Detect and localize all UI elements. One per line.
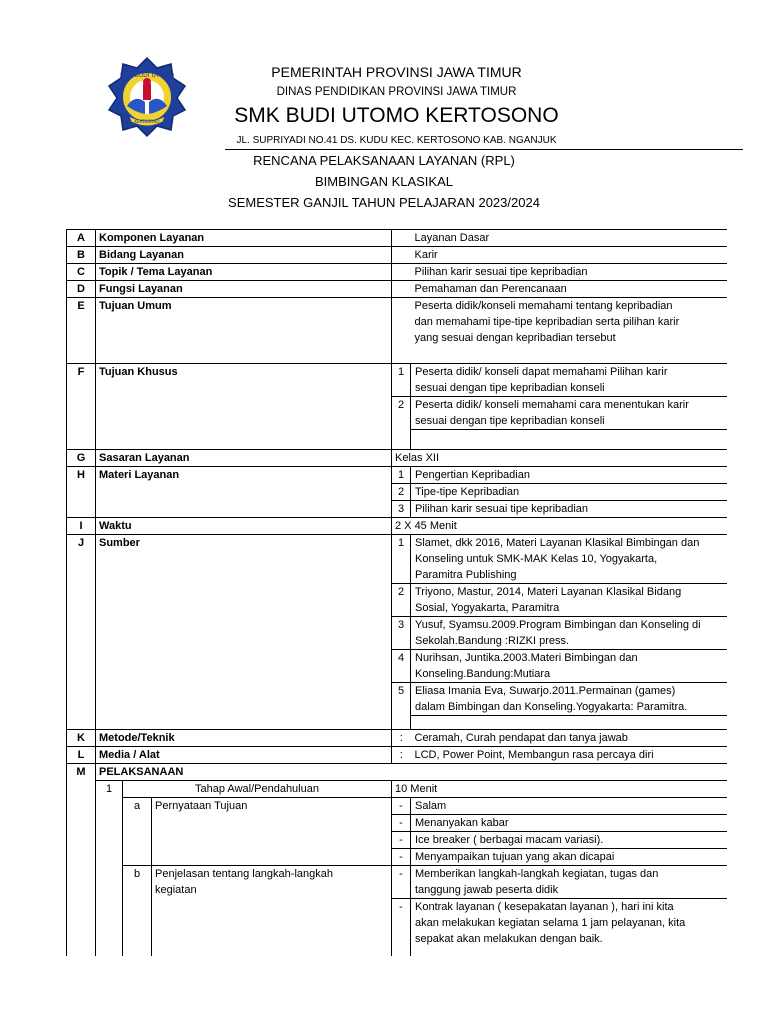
rpl-table xyxy=(66,229,727,956)
doc-title: RENCANA PELAKSANAAN LAYANAN (RPL) xyxy=(253,153,515,168)
row-m-a-1: a Pernyataan Tujuan - Salam xyxy=(67,798,728,815)
row-a: A Komponen Layanan Layanan Dasar xyxy=(67,230,728,247)
doc-semester: SEMESTER GANJIL TAHUN PELAJARAN 2023/2024 xyxy=(228,195,540,210)
gov-name: PEMERINTAH PROVINSI JAWA TIMUR xyxy=(271,64,522,80)
row-l: L Media / Alat : LCD, Power Point, Membangun rasa percaya diri xyxy=(67,747,728,764)
row-g: G Sasaran Layanan Kelas XII xyxy=(67,450,728,467)
row-m-b-2: - Kontrak layanan ( kesepakatan layanan ), hari ini kita akan melakukan kegiatan selama 1 jam pelayanan, kita sepakat akan melakukan dengan baik. xyxy=(67,899,728,957)
row-e: E Tujuan Umum Peserta didik/konseli memahami tentang kepribadian dan memahami tipe-tipe kepribadian serta pilihan karir yang sesuai dengan kepribadian tersebut xyxy=(67,298,728,364)
row-m-a-4: - Menyampaikan tujuan yang akan dicapai xyxy=(67,849,728,866)
row-d: D Fungsi Layanan Pemahaman dan Perencanaan xyxy=(67,281,728,298)
header-divider xyxy=(225,149,743,150)
dinas-name: DINAS PENDIDIKAN PROVINSI JAWA TIMUR xyxy=(276,86,517,98)
row-b: B Bidang Layanan Karir xyxy=(67,247,728,264)
row-j-2: 2 Triyono, Mastur, 2014, Materi Layanan Klasikal Bidang Sosial, Yogyakarta, Paramitra xyxy=(67,584,728,617)
row-m-a-3: - Ice breaker ( berbagai macam variasi). xyxy=(67,832,728,849)
row-c: C Topik / Tema Layanan Pilihan karir sesuai tipe kepribadian xyxy=(67,264,728,281)
row-j-5: 5 Eliasa Imania Eva, Suwarjo.2011.Permainan (games) dalam Bimbingan dan Konseling.Yogyakarta: Paramitra. xyxy=(67,683,728,716)
row-i: I Waktu 2 X 45 Menit xyxy=(67,518,728,535)
row-j-3: 3 Yusuf, Syamsu.2009.Program Bimbingan dan Konseling di Sekolah.Bandung :RIZKI press. xyxy=(67,617,728,650)
row-k: K Metode/Teknik : Ceramah, Curah pendapat dan tanya jawab xyxy=(67,730,728,747)
row-h: H Materi Layanan 1 Pengertian Kepribadian xyxy=(67,467,728,484)
school-address: JL. SUPRIYADI NO.41 DS. KUDU KEC. KERTOSONO KAB. NGANJUK xyxy=(236,135,557,146)
school-name: SMK BUDI UTOMO KERTOSONO xyxy=(234,104,559,127)
doc-subtitle: BIMBINGAN KLASIKAL xyxy=(315,174,453,189)
letterhead xyxy=(0,0,768,220)
row-f-2: 2 Peserta didik/ konseli memahami cara menentukan karir sesuai dengan tipe kepribadian konseli xyxy=(67,397,728,430)
row-m-stage: 1 Tahap Awal/Pendahuluan 10 Menit xyxy=(67,781,728,798)
row-h-2: 2 Tipe-tipe Kepribadian xyxy=(67,484,728,501)
row-m-a-2: - Menanyakan kabar xyxy=(67,815,728,832)
svg-text:KERTOSONO: KERTOSONO xyxy=(134,119,160,124)
row-m-b-1: b Penjelasan tentang langkah-langkah kegiatan - Memberikan langkah-langkah kegiatan, tugas dan tanggung jawab peserta didik xyxy=(67,866,728,899)
row-h-3: 3 Pilihan karir sesuai tipe kepribadian xyxy=(67,501,728,518)
row-j: J Sumber 1 Slamet, dkk 2016, Materi Layanan Klasikal Bimbingan dan Konseling untuk SMK-MAK Kelas 10, Yogyakarta, Paramitra Publishing xyxy=(67,535,728,584)
row-j-4: 4 Nurihsan, Juntika.2003.Materi Bimbingan dan Konseling.Bandung:Mutiara xyxy=(67,650,728,683)
row-m: M PELAKSANAAN xyxy=(67,764,728,781)
row-f: F Tujuan Khusus 1 Peserta didik/ konseli dapat memahami Pilihan karir sesuai dengan tipe kepribadian konseli xyxy=(67,364,728,397)
svg-text:SMK BUDI UTOMO: SMK BUDI UTOMO xyxy=(119,72,175,79)
rpl-table-wrapper xyxy=(66,229,727,956)
